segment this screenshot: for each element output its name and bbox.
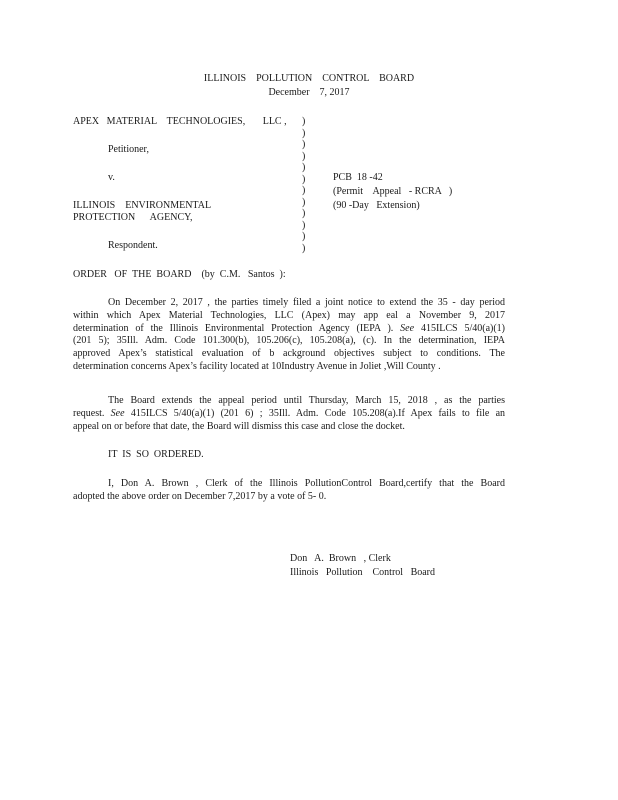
versus: v. bbox=[108, 172, 115, 183]
caption-paren: ) bbox=[302, 208, 306, 219]
extension-label: (90 -Day Extension) bbox=[333, 200, 420, 211]
respondent-name-line-2: PROTECTION AGENCY, bbox=[73, 212, 193, 223]
caption-paren: ) bbox=[302, 116, 306, 127]
paragraph-line: I, Don A. Brown , Clerk of the Illinois PollutionControl Board,certify that the Board bbox=[108, 478, 505, 489]
paragraph-line: adopted the above order on December 7,2017 by a vote of 5- 0. bbox=[73, 490, 327, 502]
paragraph-line: The Board extends the appeal period until Thursday, March 15, 2018 , as the parties bbox=[108, 395, 505, 406]
paragraph-line: On December 2, 2017 , the parties timely filed a joint notice to extend the 35 - day period bbox=[108, 297, 505, 308]
case-type: (Permit Appeal - RCRA ) bbox=[333, 186, 453, 197]
caption-paren: ) bbox=[302, 196, 306, 208]
board-name-heading: ILLINOIS POLLUTION CONTROL BOARD bbox=[203, 73, 415, 84]
caption-paren: ) bbox=[302, 127, 306, 139]
paragraph-2 bbox=[73, 395, 505, 433]
see-signal: See bbox=[110, 407, 125, 419]
signature-title: Illinois Pollution Control Board bbox=[290, 567, 436, 578]
paragraph-line: appeal on or before that date, the Board will dismiss this case and close the docket. bbox=[73, 420, 405, 432]
petitioner-label: Petitioner, bbox=[108, 144, 149, 155]
caption-paren: ) bbox=[302, 231, 306, 242]
caption-paren: ) bbox=[302, 139, 306, 150]
caption-paren: ) bbox=[302, 173, 306, 185]
caption-paren-column bbox=[302, 116, 310, 254]
paragraph-1 bbox=[73, 297, 505, 374]
certification-paragraph bbox=[73, 478, 505, 504]
caption-paren: ) bbox=[302, 242, 306, 254]
caption-paren: ) bbox=[302, 185, 306, 196]
see-signal: See bbox=[400, 322, 415, 334]
paragraph-line: within which Apex Material Technologies, LLC (Apex) may app eal a November 9, 2017 bbox=[73, 309, 505, 321]
caption-paren: ) bbox=[302, 219, 306, 231]
respondent-name-line-1: ILLINOIS ENVIRONMENTAL bbox=[73, 200, 212, 211]
order-heading: ORDER OF THE BOARD (by C.M. Santos ): bbox=[73, 269, 286, 280]
paragraph-line: determination concerns Apex’s facility located at 10Industry Avenue in Joliet ,Will County . bbox=[73, 360, 441, 372]
paragraph-line: (201 5); 35Ill. Adm. Code 101.300(b), 105.206(c), 105.208(a), (c). In the determination, IEPA bbox=[73, 335, 505, 347]
paragraph-line: determination of the Illinois Environmental Protection Agency (IEPA ). See 415ILCS 5/40(a)(1) bbox=[73, 322, 506, 334]
paragraph-line: request. See 415ILCS 5/40(a)(1) (201 6) ; 35Ill. Adm. Code 105.208(a).If Apex fails to file an bbox=[73, 407, 506, 419]
caption-paren: ) bbox=[302, 150, 306, 162]
caption-paren: ) bbox=[302, 162, 306, 173]
signature-name: Don A. Brown , Clerk bbox=[290, 553, 391, 564]
case-number: PCB 18 -42 bbox=[333, 172, 383, 183]
order-date: December 7, 2017 bbox=[268, 87, 350, 98]
so-ordered: IT IS SO ORDERED. bbox=[108, 449, 204, 460]
respondent-label: Respondent. bbox=[108, 240, 158, 251]
petitioner-name: APEX MATERIAL TECHNOLOGIES, LLC , bbox=[73, 116, 287, 127]
paragraph-line: approved Apex’s statistical evaluation of b ackground objectives subject to conditions. The bbox=[73, 348, 505, 360]
